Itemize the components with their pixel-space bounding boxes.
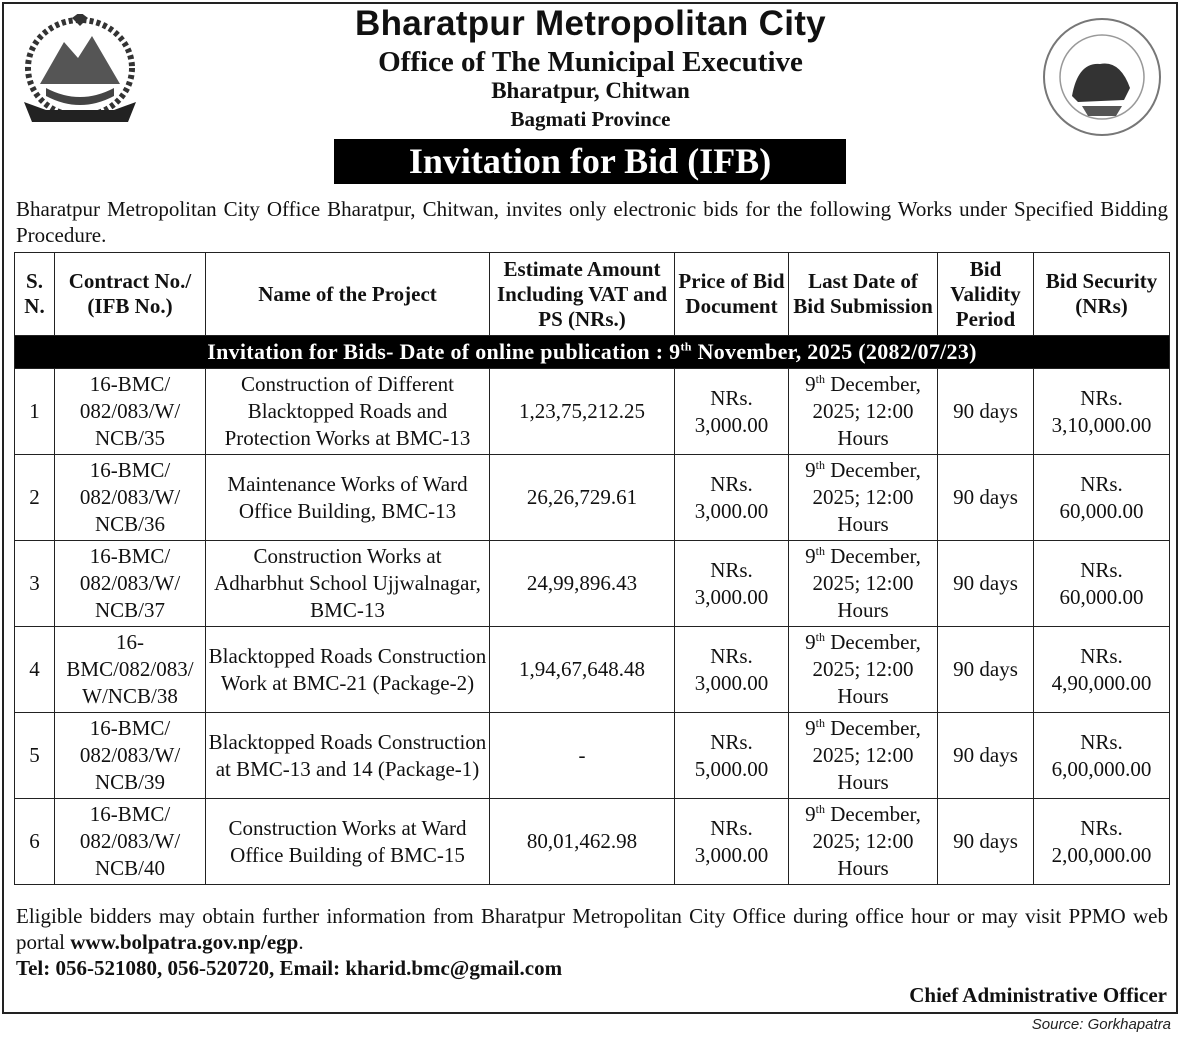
date-part: December, 2025; 12:00 Hours (812, 372, 921, 450)
header-sn: S. N. (15, 253, 55, 336)
location: Bharatpur, Chitwan (491, 78, 690, 103)
table-row (15, 369, 1170, 455)
cell-validity: 90 days (938, 713, 1034, 799)
cell-project: Construction Works at Ward Office Building of BMC-15 (206, 799, 490, 885)
cell-estimate: 26,26,729.61 (490, 455, 675, 541)
cell-security: NRs. 2,00,000.00 (1034, 799, 1170, 885)
cell-sn: 5 (15, 713, 55, 799)
table-row (15, 455, 1170, 541)
header-estimate: Estimate Amount Including VAT and PS (NRs.) (490, 253, 675, 336)
date-part: December, 2025; 12:00 Hours (812, 458, 921, 536)
date-part: 9 (805, 630, 816, 654)
cell-security: NRs. 60,000.00 (1034, 541, 1170, 627)
header-validity: Bid Validity Period (938, 253, 1034, 336)
cell-date (789, 455, 938, 541)
cell-sn: 1 (15, 369, 55, 455)
cell-validity: 90 days (938, 627, 1034, 713)
cell-estimate: - (490, 713, 675, 799)
cell-project: Blacktopped Roads Construction Work at BMC-21 (Package-2) (206, 627, 490, 713)
cell-sn: 3 (15, 541, 55, 627)
table-row (15, 541, 1170, 627)
date-part: th (815, 630, 825, 644)
table-header-row (15, 253, 1170, 336)
date-part: th (815, 544, 825, 558)
footer-info-text: Eligible bidders may obtain further information from Bharatpur Metropolitan City Office during office hour or may visit PPMO web portal (16, 904, 1168, 954)
date-part: th (815, 372, 825, 386)
bid-table (14, 252, 1170, 885)
date-part: th (815, 716, 825, 730)
city-title: Bharatpur Metropolitan City (355, 4, 826, 43)
footer-period: . (298, 930, 304, 954)
cell-estimate: 1,94,67,648.48 (490, 627, 675, 713)
cell-contract: 16-BMC/ 082/083/W/ NCB/35 (55, 369, 206, 455)
cell-date (789, 369, 938, 455)
cell-estimate: 24,99,896.43 (490, 541, 675, 627)
band-text: Invitation for Bids- Date of online publication : 9 (207, 339, 681, 364)
cell-estimate: 1,23,75,212.25 (490, 369, 675, 455)
date-part: th (815, 458, 825, 472)
cell-price: NRs. 3,000.00 (675, 541, 789, 627)
footer-info (16, 903, 1168, 955)
header-contract: Contract No./ (IFB No.) (55, 253, 206, 336)
cell-security: NRs. 3,10,000.00 (1034, 369, 1170, 455)
date-part: th (815, 802, 825, 816)
table-row (15, 627, 1170, 713)
cell-date (789, 541, 938, 627)
cell-project: Blacktopped Roads Construction at BMC-13 and 14 (Package-1) (206, 713, 490, 799)
cell-project: Construction Works at Adharbhut School Ujjwalnagar, BMC-13 (206, 541, 490, 627)
cell-price: NRs. 3,000.00 (675, 369, 789, 455)
cell-sn: 6 (15, 799, 55, 885)
date-part: 9 (805, 802, 816, 826)
contact-info: Tel: 056-521080, 056-520720, Email: kharid.bmc@gmail.com (16, 956, 563, 980)
header-security: Bid Security (NRs) (1034, 253, 1170, 336)
date-part: December, 2025; 12:00 Hours (812, 716, 921, 794)
intro-paragraph: Bharatpur Metropolitan City Office Bharatpur, Chitwan, invites only electronic bids for the following Works under Specified Bidding Procedure. (16, 197, 1168, 247)
cell-date (789, 627, 938, 713)
cell-security: NRs. 6,00,000.00 (1034, 713, 1170, 799)
header-project: Name of the Project (206, 253, 490, 336)
cell-estimate: 80,01,462.98 (490, 799, 675, 885)
cell-contract: 16-BMC/ 082/083/W/ NCB/40 (55, 799, 206, 885)
cell-price: NRs. 3,000.00 (675, 627, 789, 713)
header-last-date: Last Date of Bid Submission (789, 253, 938, 336)
cell-price: NRs. 3,000.00 (675, 455, 789, 541)
cell-project: Maintenance Works of Ward Office Building, BMC-13 (206, 455, 490, 541)
date-part: December, 2025; 12:00 Hours (812, 802, 921, 880)
date-part: December, 2025; 12:00 Hours (812, 544, 921, 622)
cell-contract: 16- BMC/082/083/ W/NCB/38 (55, 627, 206, 713)
cell-validity: 90 days (938, 369, 1034, 455)
signatory: Chief Administrative Officer (909, 983, 1167, 1007)
cell-contract: 16-BMC/ 082/083/W/ NCB/37 (55, 541, 206, 627)
cell-price: NRs. 5,000.00 (675, 713, 789, 799)
cell-security: NRs. 4,90,000.00 (1034, 627, 1170, 713)
cell-sn: 2 (15, 455, 55, 541)
date-part: 9 (805, 372, 816, 396)
date-part: 9 (805, 716, 816, 740)
header-price: Price of Bid Document (675, 253, 789, 336)
date-part: December, 2025; 12:00 Hours (812, 630, 921, 708)
band-text-end: November, 2025 (2082/07/23) (691, 339, 977, 364)
cell-sn: 4 (15, 627, 55, 713)
cell-validity: 90 days (938, 799, 1034, 885)
province: Bagmati Province (510, 107, 671, 131)
band-sup: th (680, 339, 692, 354)
cell-validity: 90 days (938, 541, 1034, 627)
source-credit: Source: Gorkhapatra (1031, 1016, 1171, 1033)
publication-date (15, 336, 1170, 369)
table-row (15, 799, 1170, 885)
notice-title: Invitation for Bid (IFB) (334, 139, 846, 184)
office-title: Office of The Municipal Executive (378, 46, 803, 78)
publication-band (15, 336, 1170, 369)
portal-link[interactable]: www.bolpatra.gov.np/egp (70, 930, 299, 954)
cell-project: Construction of Different Blacktopped Roads and Protection Works at BMC-13 (206, 369, 490, 455)
date-part: 9 (805, 458, 816, 482)
cell-date (789, 713, 938, 799)
cell-security: NRs. 60,000.00 (1034, 455, 1170, 541)
date-part: 9 (805, 544, 816, 568)
cell-validity: 90 days (938, 455, 1034, 541)
cell-price: NRs. 3,000.00 (675, 799, 789, 885)
table-row (15, 713, 1170, 799)
cell-date (789, 799, 938, 885)
cell-contract: 16-BMC/ 082/083/W/ NCB/36 (55, 455, 206, 541)
cell-contract: 16-BMC/ 082/083/W/ NCB/39 (55, 713, 206, 799)
